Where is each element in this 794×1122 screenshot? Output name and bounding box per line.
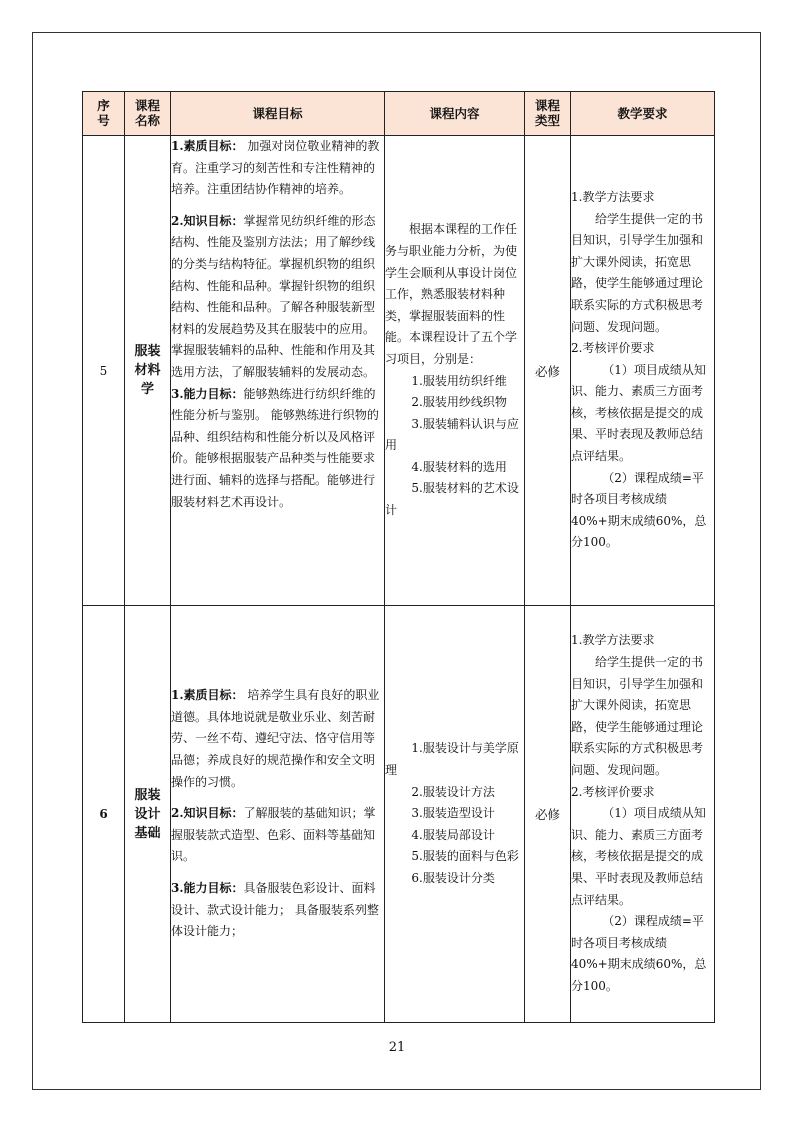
content-item: 5.服装的面料与色彩 <box>411 849 519 864</box>
row-requirements <box>571 606 715 1023</box>
content-item: 3.服装造型设计 <box>411 806 495 821</box>
knowledge-goal-text: 了解服装的基础知识；掌握服装款式造型、色彩、面料等基础知识。 <box>171 806 376 864</box>
req-heading: 1.教学方法要求 <box>571 189 655 204</box>
knowledge-goal-label: 2.知识目标 <box>171 806 232 821</box>
ability-goal-text: 能够熟练进行纺织纤维的性能分析与鉴别。 能够熟练进行织物的品种、组织结构和性能分析以及风格评价。能够根据服装产品种类与性能要求进行面、辅料的选择与搭配。能够进行服装材料艺术再设计。 <box>171 386 379 509</box>
content-item: 4.服装局部设计 <box>411 827 495 842</box>
ability-goal-text: 具备服装色彩设计、面料设计、款式设计能力； 具备服装系列整体设计能力； <box>171 880 379 939</box>
quality-goal-label: 1.素质目标 <box>171 688 232 703</box>
req-text: （1）项目成绩从知识、能力、素质三方面考核，考核依据是提交的成果、平时表现及教师总结点评结果。 <box>571 362 706 464</box>
course-table <box>82 91 715 1023</box>
req-heading: 1.教学方法要求 <box>571 633 655 648</box>
req-text: 给学生提供一定的书目知识，引导学生加强和扩大课外阅读，拓宽思路，使学生能够通过理论联系实际的方式积极思考问题、发现问题。 <box>571 655 704 778</box>
req-text: （2）课程成绩=平时各项目考核成绩40%+期末成绩60%，总分100。 <box>571 914 707 993</box>
req-heading: 2.考核评价要求 <box>571 784 655 799</box>
ability-goal-label: 3.能力目标 <box>171 880 232 895</box>
table-header-row <box>83 92 715 136</box>
content-item: 5.服装材料的艺术设计 <box>385 481 519 518</box>
knowledge-goal-label: 2.知识目标 <box>171 213 232 228</box>
content-item: 3.服装辅料认识与应用 <box>385 416 519 453</box>
content-item: 1.服装用纺织纤维 <box>411 373 507 388</box>
req-text: （1）项目成绩从知识、能力、素质三方面考核，考核依据是提交的成果、平时表现及教师总结点评结果。 <box>571 806 706 907</box>
req-heading: 2.考核评价要求 <box>571 341 655 356</box>
row-no: 6 <box>83 606 125 1023</box>
row-no: 5 <box>83 136 125 606</box>
knowledge-goal-text: 掌握常见纺织纤维的形态结构、性能及鉴别方法法；用了解纱线的分类与结构特征。掌握机织物的组织结构、性能和品种。掌握针织物的组织结构、性能和品种。了解各种服装新型材料的发展趋势及其在服装中的应用。掌握服装辅料的品种、性能和作用及其选用方法，了解服装辅料的发展动态。 <box>171 213 376 379</box>
content-item: 6.服装设计分类 <box>411 870 495 885</box>
row-goal: 1.素质目标： 培养学生具有良好的职业道德。具体地说就是敬业乐业、刻苦耐劳、一丝不苟、遵纪守法、恪守信用等品德；养成良好的规范操作和安全文明操作的习惯。 2.知识目标：了解服装的基础知识；掌握服装款式造型、色彩、面料等基础知识。 3.能力目标：具备服装色彩设计、面料设计、款式设计能力； 具备服装系列整体设计能力； <box>171 606 385 1023</box>
content-item: 2.服装设计方法 <box>411 784 495 799</box>
quality-goal-text: 加强对岗位敬业精神的教育。注重学习的刻苦性和专注性精神的培养。注重团结协作精神的培养。 <box>171 139 380 197</box>
table-row <box>83 136 715 606</box>
req-text: 给学生提供一定的书目知识，引导学生加强和扩大课外阅读，拓宽思路，使学生能够通过理论联系实际的方式积极思考问题、发现问题。 <box>571 211 704 334</box>
row-content <box>385 606 525 1023</box>
row-course-name: 服装设计基础 <box>125 606 171 1023</box>
header-name: 课程名称 <box>125 92 171 136</box>
ability-goal-label: 3.能力目标 <box>171 386 232 401</box>
row-course-type: 必修 <box>525 606 571 1023</box>
header-req: 教学要求 <box>571 92 715 136</box>
content-item: 1.服装设计与美学原理 <box>385 741 519 778</box>
header-content: 课程内容 <box>385 92 525 136</box>
row-goal: 1.素质目标： 加强对岗位敬业精神的教育。注重学习的刻苦性和专注性精神的培养。注重团结协作精神的培养。 2.知识目标：掌握常见纺织纤维的形态结构、性能及鉴别方法法；用了解纱线的分类与结构特征。掌握机织物的组织结构、性能和品种。掌握针织物的组织结构、性能和品种。了解各种服装新型材料的发展趋势及其在服装中的应用。掌握服装辅料的品种、性能和作用及其选用方法，了解服装辅料的发展动态。 3.能力目标：能够熟练进行纺织纤维的性能分析与鉴别。 能够熟练进行织物的品种、组织结构和性能分析以及风格评价。能够根据服装产品种类与性能要求进行面、辅料的选择与搭配。能够进行服装材料艺术再设计。 <box>171 136 385 606</box>
table-row <box>83 606 715 1023</box>
quality-goal-text: 培养学生具有良好的职业道德。具体地说就是敬业乐业、刻苦耐劳、一丝不苟、遵纪守法、恪守信用等品德；养成良好的规范操作和安全文明操作的习惯。 <box>171 688 380 789</box>
row-course-type: 必修 <box>525 136 571 606</box>
header-type: 课程类型 <box>525 92 571 136</box>
row-course-name: 服装材料学 <box>125 136 171 606</box>
req-text: （2）课程成绩=平时各项目考核成绩40%+期末成绩60%，总分100。 <box>571 470 707 550</box>
content-item: 2.服装用纱线织物 <box>411 395 507 410</box>
row-content <box>385 136 525 606</box>
header-goal: 课程目标 <box>171 92 385 136</box>
quality-goal-label: 1.素质目标 <box>171 139 232 153</box>
content-item: 4.服装材料的选用 <box>411 459 507 474</box>
page-number: 21 <box>388 1040 406 1055</box>
row-requirements <box>571 136 715 606</box>
content-intro: 根据本课程的工作任务与职业能力分析，为使学生会顺利从事设计岗位工作，熟悉服装材料种类，掌握服装面料的性能。本课程设计了五个学习项目，分别是： <box>385 222 518 366</box>
header-no: 序号 <box>83 92 125 136</box>
